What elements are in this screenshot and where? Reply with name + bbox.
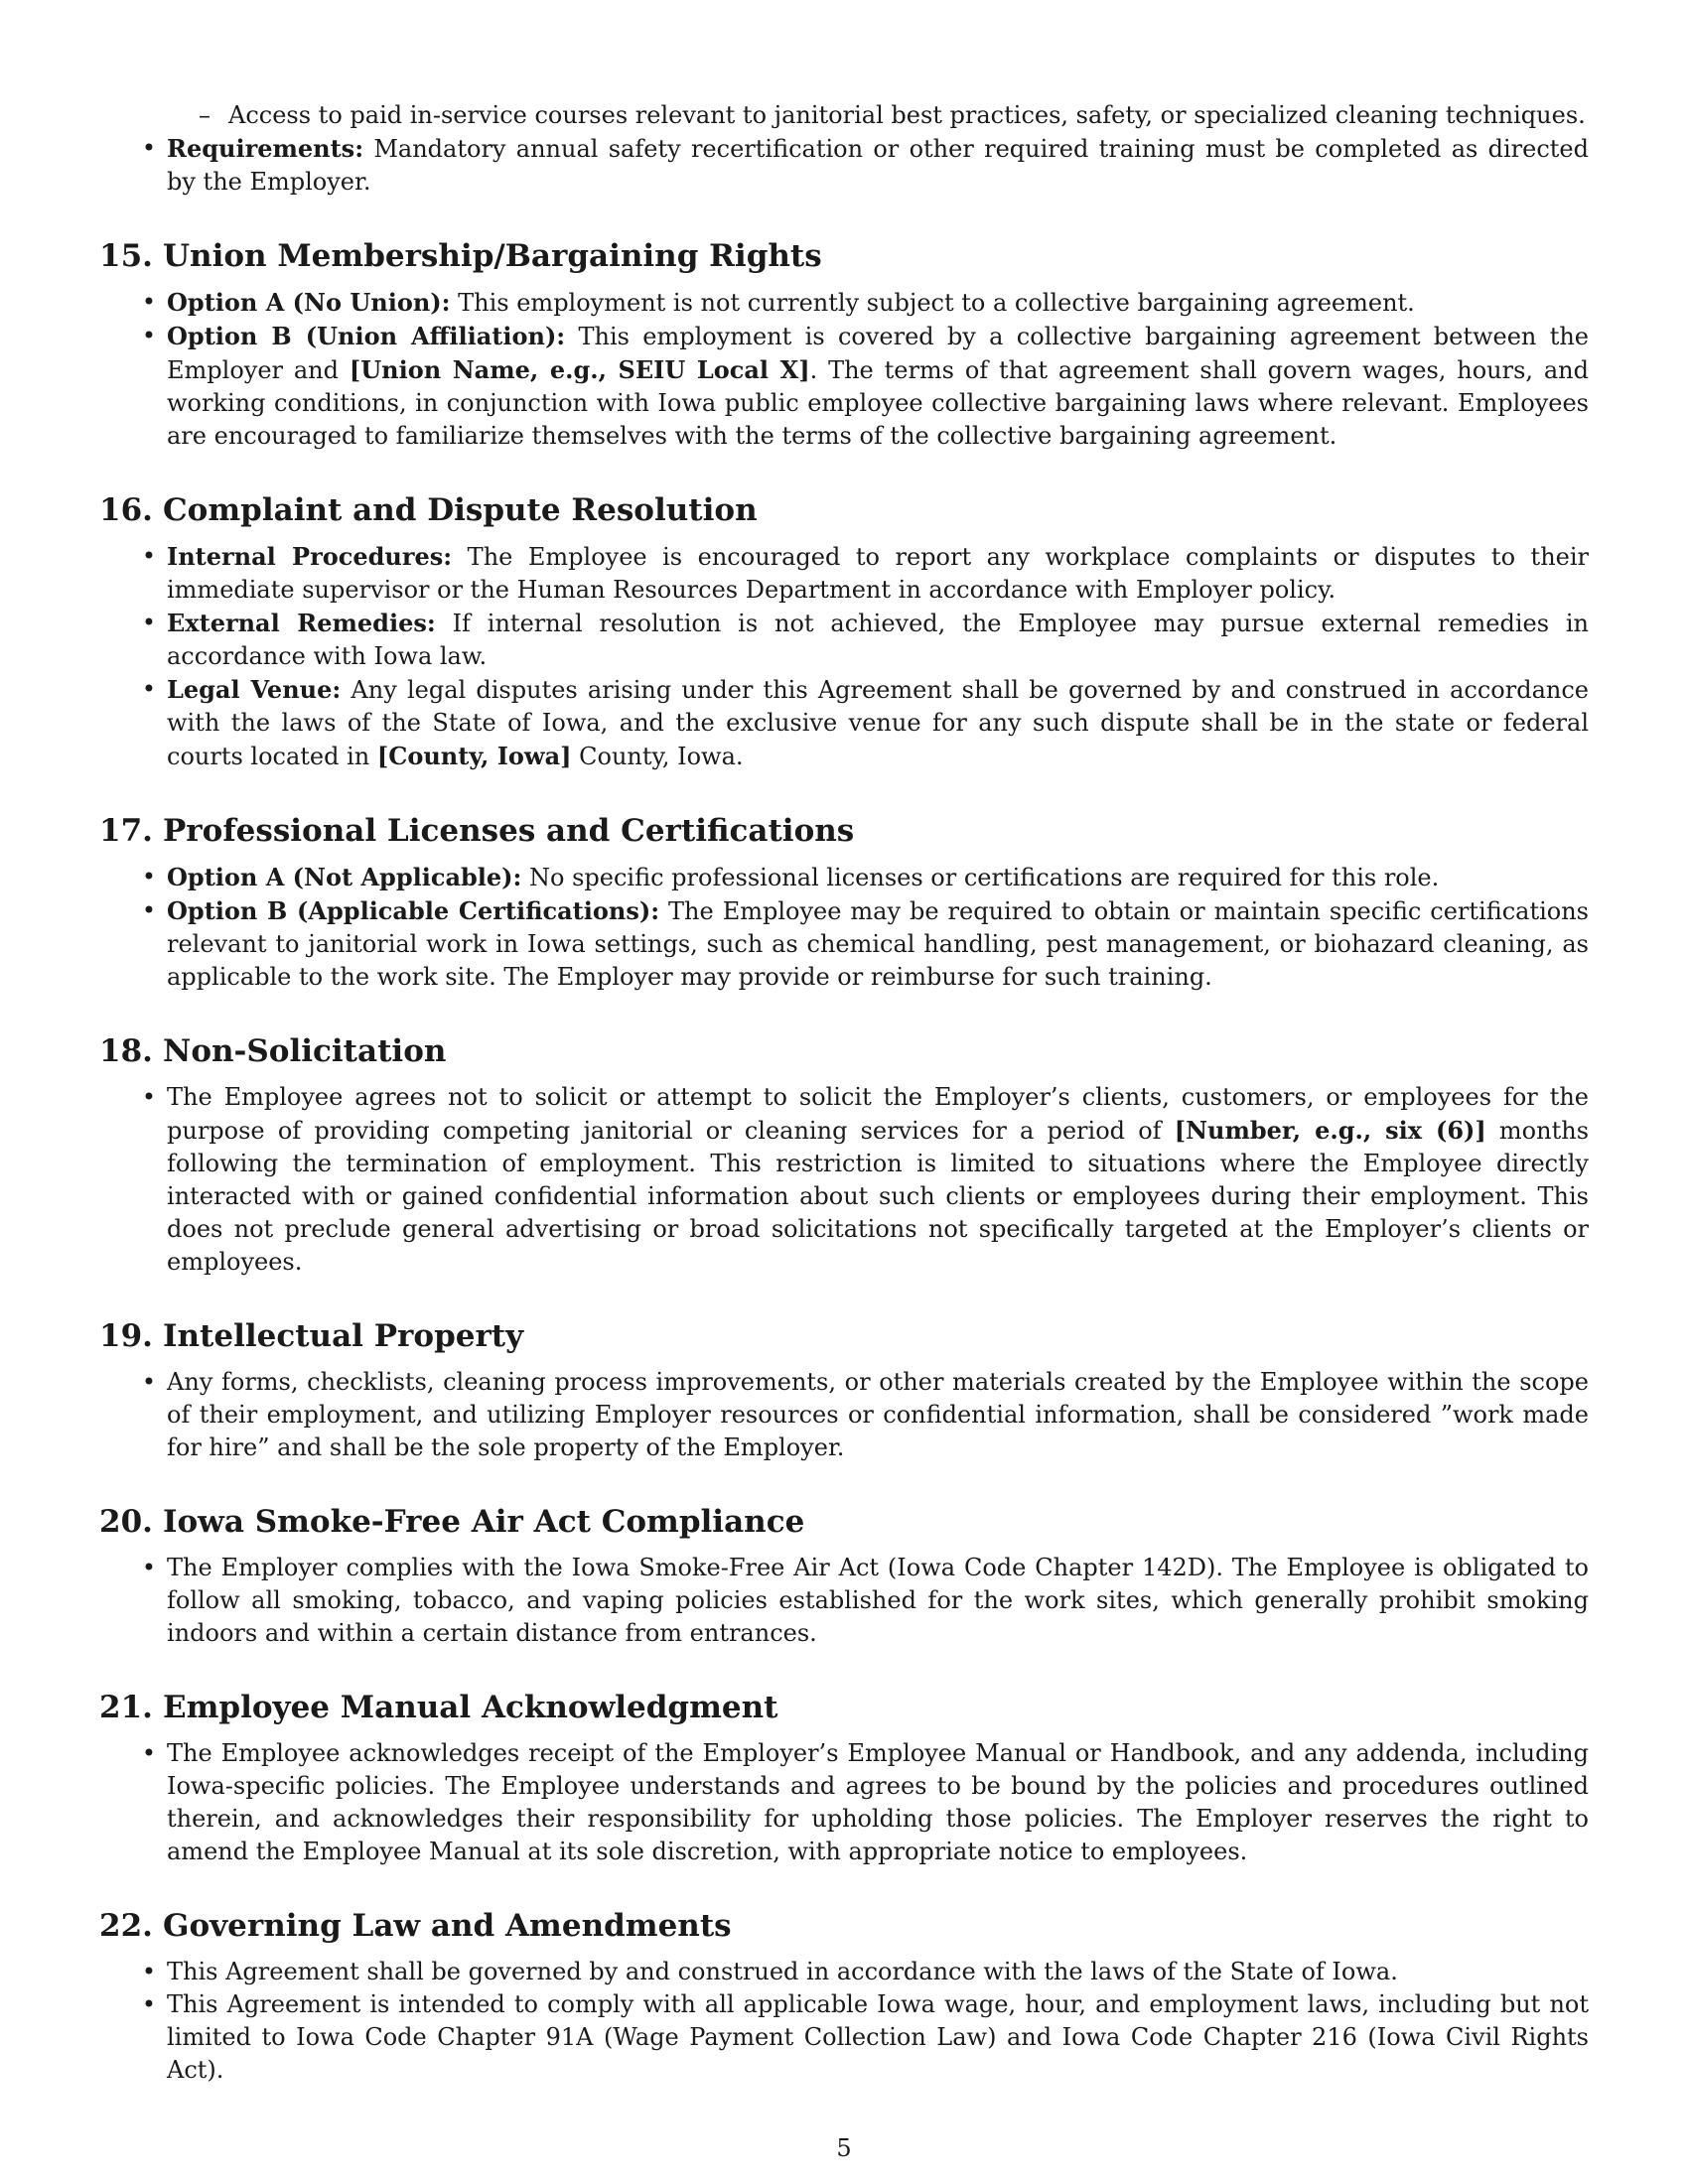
section-heading-22: 22. Governing Law and Amendments bbox=[99, 1908, 732, 1944]
governing-law-item: • This Agreement shall be governed by and construed in accordance with the laws of the State of Iowa. bbox=[141, 1958, 1398, 1985]
section-heading-16: 16. Complaint and Dispute Resolution bbox=[99, 492, 758, 528]
requirements-item: • Requirements: Mandatory annual safety recertification or other required training must be completed as directed by the Employer. bbox=[141, 134, 1589, 196]
section-heading-19: 19. Intellectual Property bbox=[99, 1318, 524, 1354]
non-solicitation-item: • The Employee agrees not to solicit or attempt to solicit the Employer’s clients, customers, or employees for the purpose of providing competing janitorial or cleaning services for a period of [Number, e.g., six (6)] months following the termination of employment. This restriction is limited to situations where the Employee directly interacted with or gained confidential information about such clients or employees during their employment. This does not preclude general advertising or broad solicitations not specifically targeted at the Employer’s clients or employees. bbox=[141, 1083, 1590, 1276]
external-remedies-item: • External Remedies: If internal resolution is not achieved, the Employee may pursue external remedies in accordance with Iowa law. bbox=[141, 609, 1589, 670]
section-22-list bbox=[99, 1956, 1589, 2087]
page-number: 5 bbox=[836, 2134, 852, 2162]
section-17-list bbox=[99, 861, 1589, 994]
page-content bbox=[99, 99, 1589, 2087]
option-b-item: • Option B (Union Affiliation): This employment is covered by a collective bargaining agreement between the Employer and [Union Name, e.g., SEIU Local X]. The terms of that agreement shall govern wages, hours, and working conditions, in conjunction with Iowa public employee collective bargaining laws where relevant. Employees are encouraged to familiarize themselves with the terms of the collective bargaining agreement. bbox=[141, 322, 1590, 450]
placeholder-union-name: [Union Name, e.g., SEIU Local X] bbox=[349, 355, 810, 384]
legal-venue-item: • Legal Venue: Any legal disputes arising under this Agreement shall be governed by and construed in accordance with the laws of the State of Iowa, and the exclusive venue for any such dispute shall be in the state or federal courts located in [County, Iowa] County, Iowa. bbox=[141, 675, 1589, 770]
section-heading-17: 17. Professional Licenses and Certifications bbox=[99, 813, 855, 849]
compliance-item: • This Agreement is intended to comply with all applicable Iowa wage, hour, and employment laws, including but not limited to Iowa Code Chapter 91A (Wage Payment Collection Law) and Iowa Code Chapter 216 (Iowa Civil Rights Act). bbox=[141, 1990, 1589, 2084]
section-20-list bbox=[99, 1552, 1589, 1650]
section-18-list bbox=[99, 1081, 1589, 1279]
section-heading-21: 21. Employee Manual Acknowledgment bbox=[99, 1690, 778, 1725]
section-heading-20: 20. Iowa Smoke-Free Air Act Compliance bbox=[99, 1504, 805, 1540]
smoke-free-item: • The Employer complies with the Iowa Smoke-Free Air Act (Iowa Code Chapter 142D). The Employee is obligated to follow all smoking, tobacco, and vaping policies established for the work sites, which generally prohibit smoking indoors and within a certain distance from entrances. bbox=[141, 1554, 1589, 1647]
section-15-list bbox=[99, 286, 1589, 453]
training-sub-item: – Access to paid in-service courses relevant to janitorial best practices, safety, or specialized cleaning techniques. bbox=[199, 101, 1586, 129]
manual-acknowledgment-item: • The Employee acknowledges receipt of the Employer’s Employee Manual or Handbook, and any addenda, including Iowa-specific policies. The Employee understands and agrees to be bound by the policies and procedures outlined therein, and acknowledges their responsibility for upholding those policies. The Employer reserves the right to amend the Employee Manual at its sole discretion, with appropriate notice to employees. bbox=[141, 1739, 1589, 1865]
option-b-item: • Option B (Applicable Certifications): The Employee may be required to obtain or maintain specific certifications relevant to janitorial work in Iowa settings, such as chemical handling, pest management, or biohazard cleaning, as applicable to the work site. The Employer may provide or reimburse for such training. bbox=[141, 896, 1590, 991]
section-16-list bbox=[99, 540, 1589, 773]
placeholder-months: [Number, e.g., six (6)] bbox=[1174, 1116, 1486, 1145]
section-19-list bbox=[99, 1366, 1589, 1464]
placeholder-county: [County, Iowa] bbox=[376, 742, 572, 770]
section-21-list bbox=[99, 1737, 1589, 1868]
training-list bbox=[99, 132, 1589, 199]
section-heading-18: 18. Non-Solicitation bbox=[99, 1033, 447, 1069]
section-heading-15: 15. Union Membership/Bargaining Rights bbox=[99, 238, 822, 274]
intellectual-property-item: • Any forms, checklists, cleaning process improvements, or other materials created by the Employee within the scope of their employment, and utilizing Employer resources or confidential information, shall be considered ”work made for hire” and shall be the sole property of the Employer. bbox=[141, 1368, 1589, 1461]
internal-procedures-item: • Internal Procedures: The Employee is encouraged to report any workplace complaints or disputes to their immediate supervisor or the Human Resources Department in accordance with Employer policy. bbox=[141, 542, 1589, 604]
option-a-item: • Option A (No Union): This employment is not currently subject to a collective bargaining agreement. bbox=[141, 288, 1415, 317]
option-a-item: • Option A (Not Applicable): No specific professional licenses or certifications are required for this role. bbox=[141, 863, 1440, 891]
